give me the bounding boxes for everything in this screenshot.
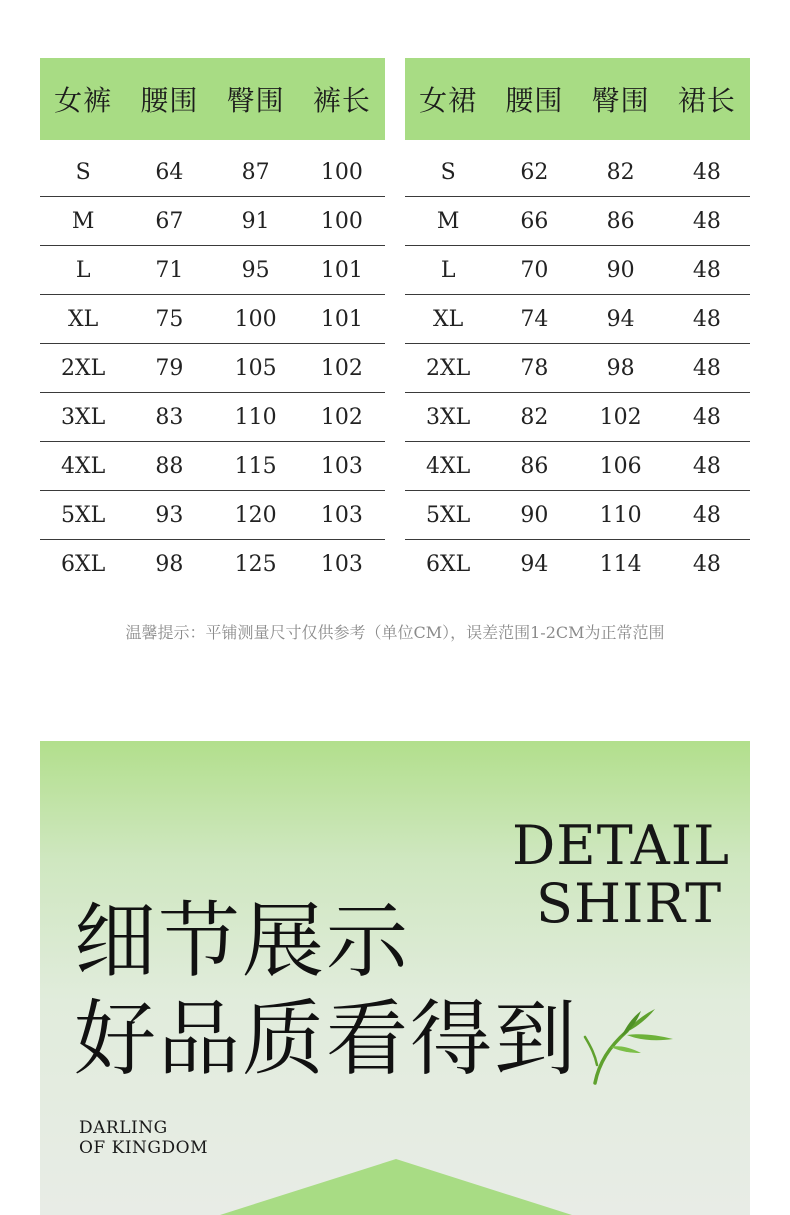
banner-en-title-1: DETAIL [512,814,730,877]
banner-cn-title-1: 细节展示 [74,894,411,989]
skirt-table-body [405,148,750,588]
pants-table-body [40,148,385,588]
table-cell: 101 [320,306,363,332]
table-row [405,540,750,588]
banner-cn-title-2: 好品质看得到 [74,992,579,1087]
table-cell: 2XL [60,355,106,381]
table-cell: L [440,257,456,283]
table-row [40,148,385,197]
header-cell: 裙长 [677,84,736,117]
table-cell: 102 [320,404,363,430]
skirt-table-header [405,58,750,140]
table-cell: 5XL [425,502,471,528]
table-cell: 79 [155,355,184,381]
table-cell: 91 [241,208,270,234]
table-cell: 103 [320,551,363,577]
table-cell: 88 [155,453,184,479]
table-cell: 100 [234,306,277,332]
table-row [40,393,385,442]
table-cell: 103 [320,502,363,528]
table-cell: 48 [692,208,721,234]
table-cell: 100 [320,208,363,234]
table-cell: M [71,208,95,234]
table-row [405,491,750,540]
table-cell: 4XL [60,453,106,479]
table-row [40,442,385,491]
table-cell: 95 [241,257,270,283]
table-cell: 3XL [425,404,471,430]
table-cell: 66 [520,208,549,234]
table-cell: 70 [520,257,549,283]
table-cell: L [75,257,91,283]
table-cell: 102 [320,355,363,381]
table-cell: 115 [234,453,277,479]
header-cell: 腰围 [140,84,199,117]
table-row [405,295,750,344]
table-row [40,491,385,540]
skirt-size-table [405,58,750,588]
table-cell: 86 [520,453,549,479]
table-cell: 90 [606,257,635,283]
table-row [40,197,385,246]
header-cell: 臀围 [226,84,285,117]
table-cell: 114 [599,551,642,577]
table-row [405,246,750,295]
brand-line-2: OF KINGDOM [79,1138,208,1158]
table-cell: M [436,208,460,234]
table-cell: 78 [520,355,549,381]
table-cell: 120 [234,502,277,528]
table-cell: 105 [234,355,277,381]
table-cell: 5XL [60,502,106,528]
header-cell: 腰围 [505,84,564,117]
table-row [40,540,385,588]
header-cell: 女裙 [419,84,478,117]
table-cell: 125 [234,551,277,577]
table-cell: 110 [599,502,642,528]
table-row [405,197,750,246]
table-cell: 48 [692,453,721,479]
decorative-triangle [40,1155,750,1215]
table-cell: 93 [155,502,184,528]
table-cell: 102 [599,404,642,430]
table-row [40,344,385,393]
table-cell: 106 [599,453,642,479]
table-cell: 48 [692,306,721,332]
table-cell: 48 [692,404,721,430]
table-cell: 6XL [60,551,106,577]
table-cell: 74 [520,306,549,332]
table-row [40,246,385,295]
table-cell: 6XL [425,551,471,577]
table-cell: 110 [234,404,277,430]
table-cell: 82 [606,159,635,185]
detail-banner [40,741,750,1215]
table-cell: 83 [155,404,184,430]
header-cell: 裤长 [312,84,371,117]
table-cell: 67 [155,208,184,234]
table-cell: 103 [320,453,363,479]
table-cell: 75 [155,306,184,332]
table-cell: 82 [520,404,549,430]
table-cell: 98 [606,355,635,381]
table-cell: 48 [692,551,721,577]
pants-table-header [40,58,385,140]
header-cell: 臀围 [591,84,650,117]
table-cell: 62 [520,159,549,185]
table-cell: 3XL [60,404,106,430]
pants-size-table [40,58,385,588]
table-cell: 100 [320,159,363,185]
header-cell: 女裤 [54,84,113,117]
table-cell: 48 [692,257,721,283]
table-row [405,148,750,197]
table-cell: 48 [692,502,721,528]
table-cell: 48 [692,355,721,381]
table-cell: 64 [155,159,184,185]
table-row [405,393,750,442]
banner-en-title-2: SHIRT [536,872,723,935]
table-cell: 2XL [425,355,471,381]
table-cell: 4XL [425,453,471,479]
table-cell: 94 [520,551,549,577]
measurement-note: 温馨提示：平铺测量尺寸仅供参考（单位CM），误差范围1-2CM为正常范围 [125,623,665,642]
table-cell: XL [67,306,99,332]
table-cell: 90 [520,502,549,528]
table-cell: 87 [241,159,270,185]
table-cell: 98 [155,551,184,577]
table-cell: S [440,159,456,185]
table-cell: 86 [606,208,635,234]
table-row [405,344,750,393]
table-cell: 48 [692,159,721,185]
table-row [405,442,750,491]
brand-line-1: DARLING [79,1118,168,1138]
table-row [40,295,385,344]
table-cell: S [75,159,91,185]
bamboo-icon [581,1003,677,1087]
table-cell: 71 [155,257,184,283]
brand-logo-text [79,1118,208,1158]
table-cell: 101 [320,257,363,283]
table-cell: XL [432,306,464,332]
table-cell: 94 [606,306,635,332]
